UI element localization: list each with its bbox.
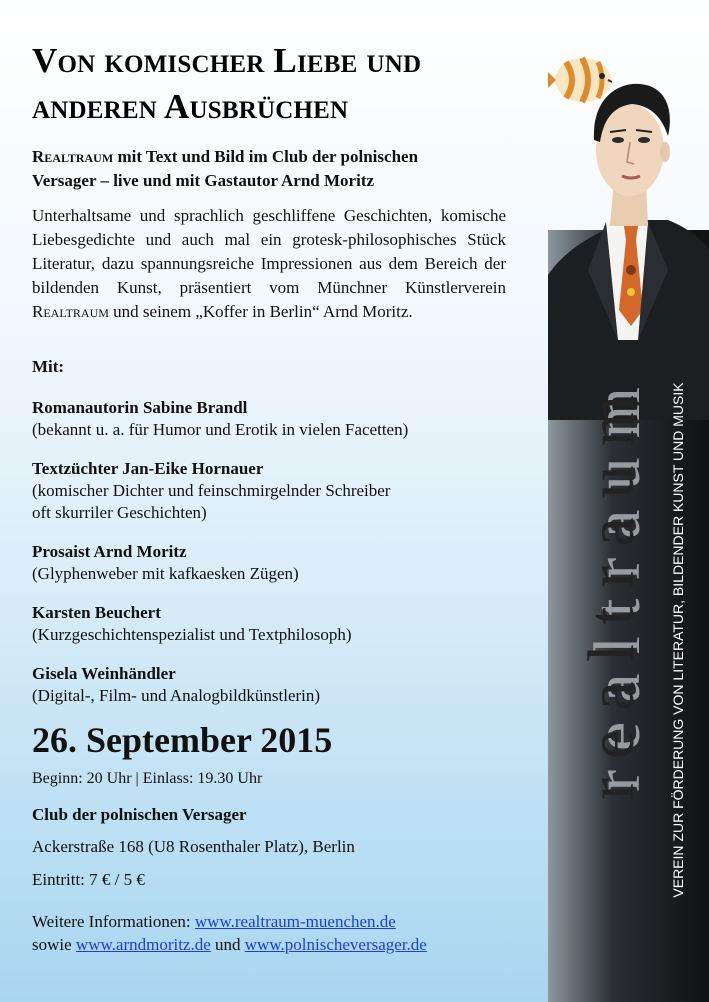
participant-name: Romanautorin Sabine Brandl [32,398,248,417]
subtitle [32,145,532,193]
participant-desc: (bekannt u. a. für Humor und Erotik in vielen Facetten) [32,420,409,439]
participants-list [32,397,522,724]
participant-name: Gisela Weinhändler [32,664,176,683]
event-venue: Club der polnischen Versager [32,805,247,824]
subtitle-text-2: Versager – live und mit Gastautor Arnd Moritz [32,171,375,190]
participants-label: Mit: [32,357,65,376]
participant-desc: (Kurzgeschichtenspezialist und Textphilosoph) [32,625,352,644]
title-line-2: anderen Ausbrüchen [32,87,349,126]
info-connector: und [210,935,245,954]
tagline-text: VEREIN ZUR FÖRDERUNG VON LITERATUR, BILDENDER KUNST UND MUSIK [670,382,686,898]
event-entry-price: Eintritt: 7 € / 5 € [32,870,145,889]
participant [32,602,522,646]
participant-name: Prosaist Arnd Moritz [32,542,187,561]
intro-brand: Realtraum [32,302,109,321]
participant-desc: (Glyphenweber mit kafkaesken Zügen) [32,564,299,583]
title-line-1: Von komischer Liebe und [32,41,422,80]
link-realtraum[interactable]: www.realtraum-muenchen.de [194,912,396,931]
event-times: Beginn: 20 Uhr | Einlass: 19.30 Uhr [32,770,263,787]
subtitle-text-1: mit Text und Bild im Club der polnischen [113,147,419,166]
participant [32,397,522,441]
intro-part-2: und seinem „Koffer in Berlin“ Arnd Moritz. [108,302,413,321]
participant-name: Karsten Beuchert [32,603,161,622]
participant-desc: (Digital-, Film- und Analogbildkünstlerin) [32,686,321,705]
participant [32,458,522,524]
info-prefix: Weitere Informationen: [32,912,195,931]
participant [32,663,522,707]
subtitle-brand: Realtraum [32,147,114,166]
participant-desc: (komischer Dichter und feinschmirgelnder Schreiber oft skurriler Geschichten) [32,481,391,522]
participant [32,541,522,585]
wordmark-text: realtraum [575,376,648,800]
poster-title [32,38,421,130]
intro-part-1: Unterhaltsame und sprachlich geschliffene Geschichten, komische Liebesgedichte und auch mal ein grotesk-philosophisches Stück Literatur, dazu spannungsreiche Impressionen aus dem Bereich der bildenden Kunst, präsentiert vom Münchner Künstlerverein [32,206,506,297]
event-date: 26. September 2015 [32,720,333,760]
fish-icon [548,58,612,102]
link-polnischeversager[interactable]: www.polnischeversager.de [244,935,427,954]
info-line2-prefix: sowie [32,935,76,954]
more-info [32,910,427,956]
event-address: Ackerstraße 168 (U8 Rosenthaler Platz), Berlin [32,837,355,856]
portrait-illustration [548,40,709,420]
participant-name: Textzüchter Jan-Eike Hornauer [32,459,264,478]
intro-paragraph [32,204,506,324]
link-arndmoritz[interactable]: www.arndmoritz.de [75,935,211,954]
